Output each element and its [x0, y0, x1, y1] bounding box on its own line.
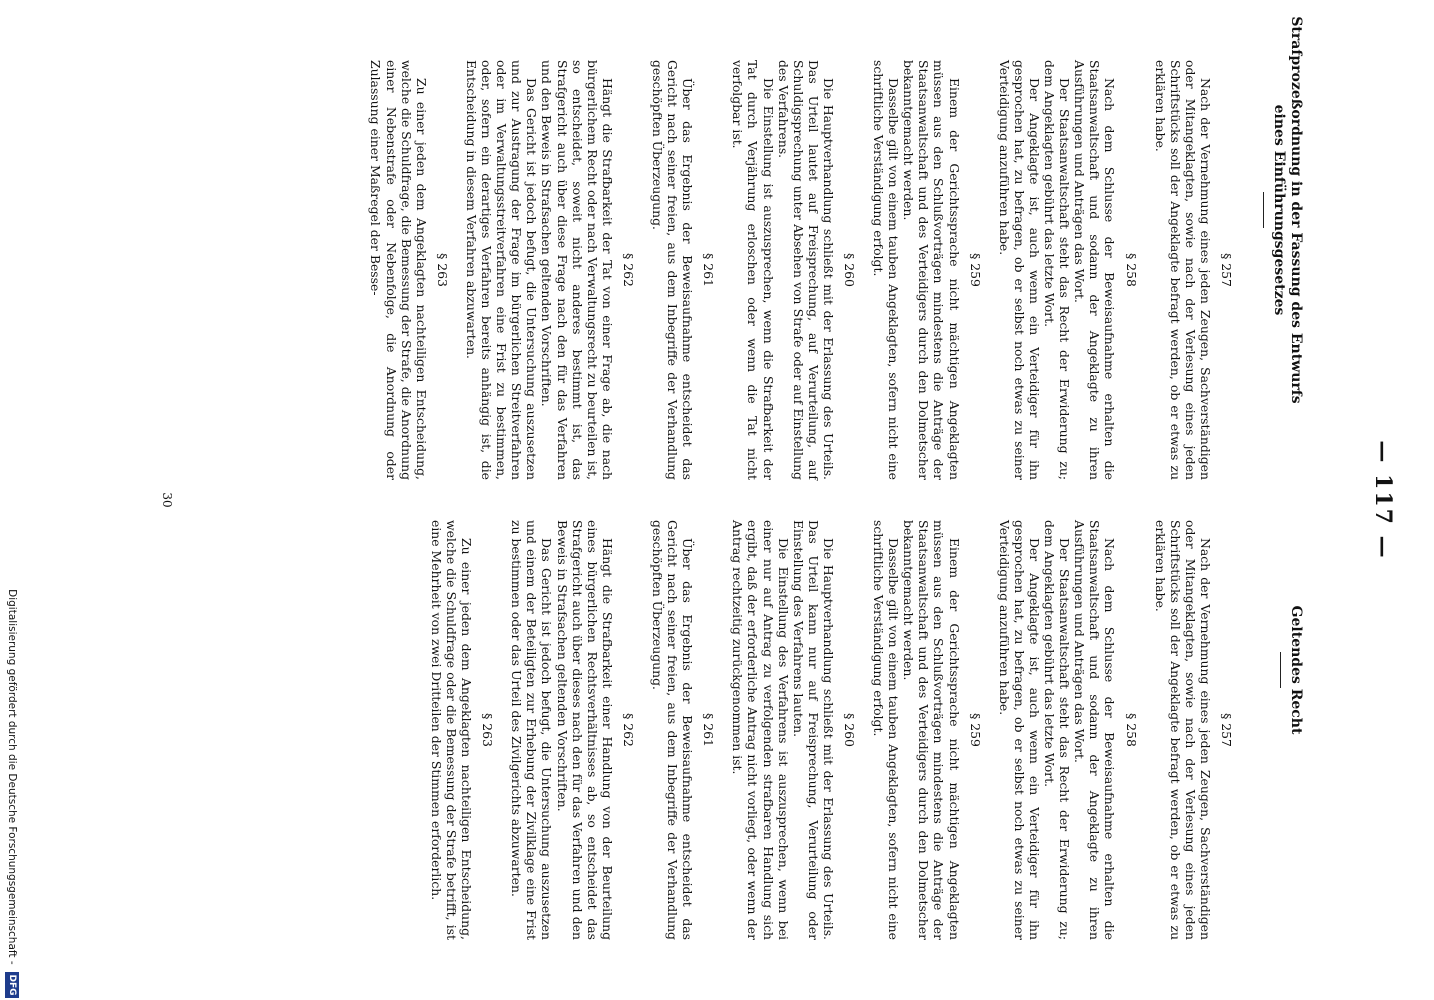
paragraph: Nach der Vernehmung eines jeden Zeugen, Sachverständigen oder Mitangeklagten, sowie nach der Verlesung eines jeden Schriftstücks soll der Angeklagte befragt werden, ob er etwas zu erklären habe.	[1152, 520, 1213, 940]
paragraph: Dasselbe gilt von einem tauben Angeklagten, sofern nicht eine schriftliche Verständigung erfolgt.	[871, 520, 902, 940]
section-heading: § 262	[620, 713, 636, 747]
section	[730, 60, 857, 480]
section	[464, 60, 636, 480]
side-note	[0, 8, 24, 998]
paragraph: Hängt die Strafbarkeit der Tat von einer Frage ab, die nach bürgerlichem Recht oder nach Verwaltungsrecht zu beurteilen ist, so entscheidet, soweit nicht anderes bestimmt ist, das Strafgericht auch über diese Frage nach den für das Verfahren und den Beweis in Strafsachen geltenden Vorschriften.	[539, 60, 615, 480]
section-heading: § 259	[967, 253, 983, 287]
paragraph: Die Einstellung ist auszusprechen, wenn die Strafbarkeit der Tat durch Verjährung erloschen oder wenn die Tat nicht verfolgbar ist.	[730, 60, 776, 480]
paragraph: Das Gericht ist jedoch befugt, die Untersuchung auszusetzen und zur Austragung der Frage im bürgerlichen Streitverfahren oder im Verwaltungsstreitverfahren eine Frist zu bestimmen, oder, sofern ein derartiges Verfahren bereits anhängig ist, die Entscheidung in diesem Verfahren abzuwarten.	[463, 60, 540, 480]
section	[368, 60, 449, 480]
left-column-title-text: Strafprozeßordnung in der Fassung des Entwurfs eines Einführungsgesetzes	[1271, 16, 1304, 404]
section-heading: § 258	[1123, 253, 1139, 287]
right-column	[415, 520, 1234, 940]
paragraph: Die Einstellung des Verfahrens ist auszusprechen, wenn bei einer nur auf Antrag zu verfolgenden strafbaren Handlung sich ergibt, daß der erforderliche Antrag nicht vorliegt, oder wenn der Antrag rechtzeitig zurückgenommen ist.	[730, 520, 791, 940]
right-column-title-text: Geltendes Recht	[1288, 605, 1304, 735]
paragraph: Der Angeklagte ist, auch wenn ein Verteidiger für ihn gesprochen hat, zu befragen, ob er selbst noch etwas zu seiner Verteidigung anzuführen habe.	[996, 60, 1042, 480]
side-note-text: Digitalisierung gefördert durch die Deutsche Forschungsgemeinschaft -	[6, 589, 18, 965]
dfg-logo: DFG	[5, 972, 19, 998]
section-heading: § 260	[842, 713, 858, 747]
section-heading: § 260	[842, 253, 858, 287]
section-heading: § 262	[620, 253, 636, 287]
section-heading: § 257	[1219, 713, 1234, 747]
page-header	[1336, 60, 1406, 940]
paragraph: Zu einer jeden dem Angeklagten nachteiligen Entscheidung, welche die Schuldfrage oder die Bemessung der Strafe betrifft, ist eine Mehrheit von zwei Dritteilen der Stimmen erforderlich.	[428, 520, 475, 940]
footer-number: 30	[160, 492, 174, 508]
section	[730, 520, 857, 940]
paragraph: Nach der Vernehmung eines jeden Zeugen, Sachverständigen oder Mitangeklagten, sowie nach der Verlesung eines jeden Schriftstücks soll der Angeklagte befragt werden, ob er etwas zu erklären habe.	[1152, 60, 1213, 480]
paragraph: Nach dem Schlusse der Beweisaufnahme erhalten die Staatsanwaltschaft und sodann der Angeklagte zu ihren Ausführungen und Anträgen das Wort.	[1072, 60, 1118, 480]
section	[1153, 520, 1234, 940]
paragraph: Die Hauptverhandlung schließt mit der Erlassung des Urteils. Das Urteil kann nur auf Freisprechung, Verurteilung oder Einstellung des Verfahrens lauten.	[790, 520, 836, 940]
paragraph: Nach dem Schlusse der Beweisaufnahme erhalten die Staatsanwaltschaft und sodann der Angeklagte zu ihren Ausführungen und Anträgen das Wort.	[1072, 520, 1118, 940]
paragraph: Die Hauptverhandlung schließt mit der Erlassung des Urteils. Das Urteil lautet auf Freisprechung, auf Verurteilung, auf Schuldigsprechung unter Absehen von Strafe oder auf Einstellung des Verfahrens.	[775, 60, 836, 480]
section-heading: § 261	[701, 253, 717, 287]
page-number: — 117 —	[1370, 440, 1396, 560]
section	[997, 520, 1139, 940]
left-column-title	[1263, 0, 1304, 420]
side-note-strip	[0, 0, 24, 1000]
side-note-rotated	[0, 8, 24, 998]
section	[509, 520, 636, 940]
section	[871, 520, 983, 940]
paragraph: Der Angeklagte ist, auch wenn ein Verteidiger für ihn gesprochen hat, zu befragen, ob er selbst noch etwas zu seiner Verteidigung anzuführen habe.	[996, 520, 1042, 940]
left-column	[354, 60, 1234, 480]
section	[650, 520, 716, 940]
section-heading: § 263	[480, 713, 496, 747]
section	[997, 60, 1139, 480]
paragraph: Das Gericht ist jedoch befugt, die Untersuchung auszusetzen und einem der Beteiligten zur Erhebung der Zivilklage eine Frist zu bestimmen oder das Urteil des Zivilgerichts abzuwarten.	[509, 520, 555, 940]
paragraph: Dasselbe gilt von einem tauben Angeklagten, sofern nicht eine schriftliche Verständigung erfolgt.	[871, 60, 902, 480]
section-heading: § 257	[1219, 253, 1234, 287]
paragraph: Zu einer jeden dem Angeklagten nachteiligen Entscheidung, welche die Schuldfrage, die Bemessung der Strafe, die Anordnung einer Nebenstrafe oder Nebenfolge, die Anordnung oder Zulassung einer Maßregel der Besse-	[368, 60, 429, 480]
section	[650, 60, 716, 480]
section-heading: § 258	[1123, 713, 1139, 747]
paragraph: Über das Ergebnis der Beweisaufnahme entscheidet das Gericht nach seiner freien, aus dem Inbegriffe der Verhandlung geschöpften Überzeugung.	[650, 520, 696, 940]
section	[871, 60, 983, 480]
title-rule	[1280, 652, 1281, 688]
paragraph: Einem der Gerichtssprache nicht mächtigen Angeklagten müssen aus den Schlußvorträgen mindestens die Anträge der Staatsanwaltschaft und des Verteidigers durch den Dolmetscher bekanntgemacht werden.	[901, 60, 962, 480]
paragraph: Einem der Gerichtssprache nicht mächtigen Angeklagten müssen aus den Schlußvorträgen mindestens die Anträge der Staatsanwaltschaft und des Verteidigers durch den Dolmetscher bekanntgemacht werden.	[901, 520, 962, 940]
section-heading: § 261	[701, 713, 717, 747]
paragraph: Über das Ergebnis der Beweisaufnahme entscheidet das Gericht nach seiner freien, aus dem Inbegriffe der Verhandlung geschöpften Überzeugung.	[650, 60, 696, 480]
paragraph: Hängt die Strafbarkeit einer Handlung von der Beurteilung eines bürgerlichen Rechtsverhältnisses ab, so entscheidet das Strafgericht auch über dieses nach den für das Verfahren und den Beweis in Strafsachen geltenden Vorschriften.	[554, 520, 615, 940]
right-column-title	[1280, 460, 1304, 880]
section-heading: § 263	[434, 253, 450, 287]
section	[1153, 60, 1234, 480]
title-rule	[1263, 192, 1264, 228]
section-heading: § 259	[967, 713, 983, 747]
section	[429, 520, 495, 940]
paragraph: Der Staatsanwaltschaft steht das Recht der Erwiderung zu; dem Angeklagten gebührt das letzte Wort.	[1042, 520, 1073, 940]
paragraph: Der Staatsanwaltschaft steht das Recht der Erwiderung zu; dem Angeklagten gebührt das letzte Wort.	[1042, 60, 1073, 480]
